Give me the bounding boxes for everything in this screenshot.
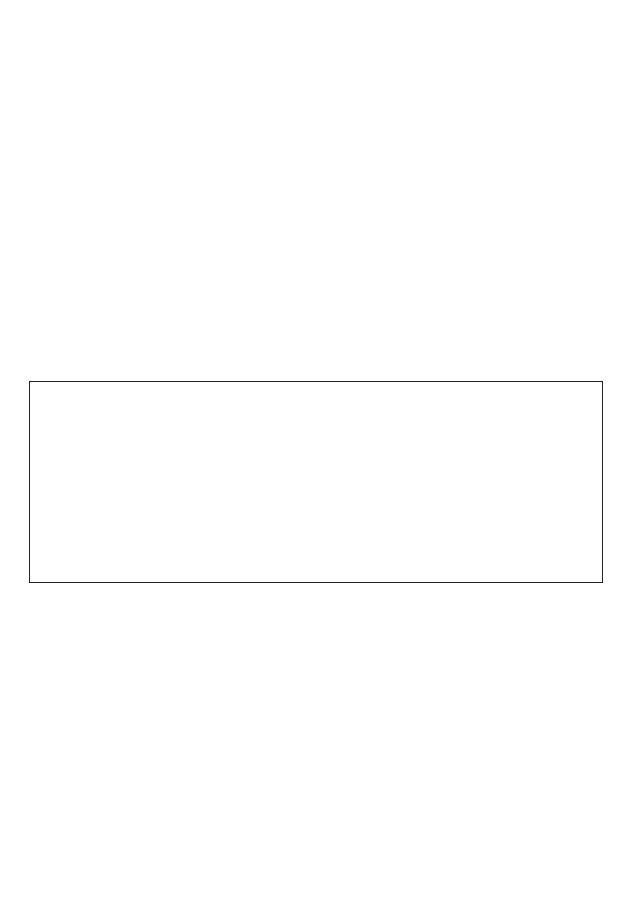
attachments-note [29,597,39,610]
agreement-table [29,381,603,583]
